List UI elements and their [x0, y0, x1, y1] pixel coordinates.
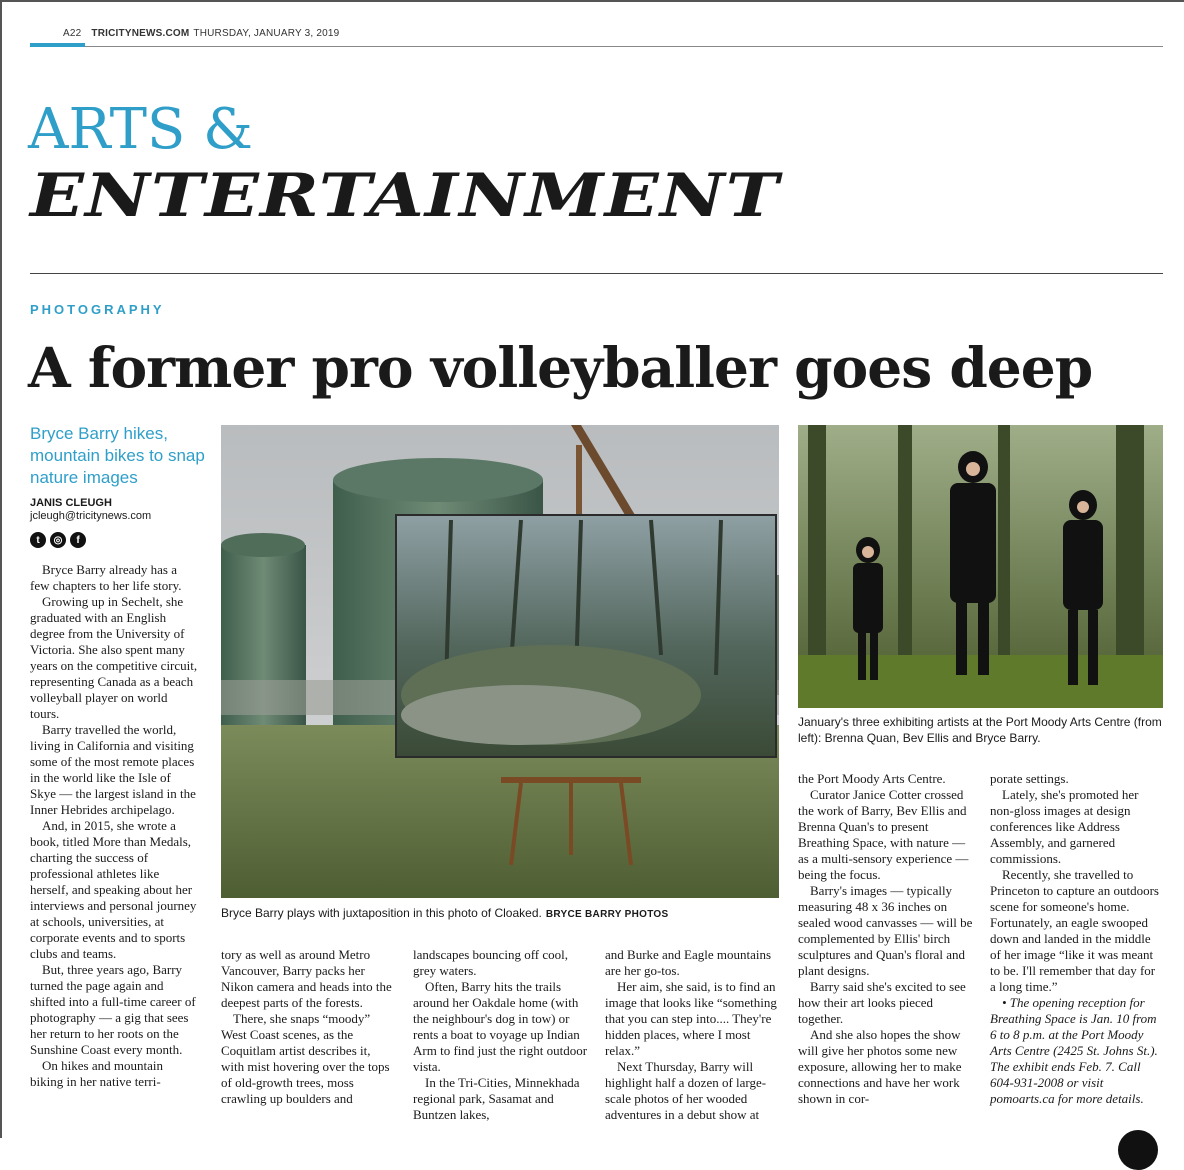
artists-photo-caption: January's three exhibiting artists at the Port Moody Arts Centre (from left): Brenna Quan, Bev Ellis and Bryce Barry. — [798, 715, 1162, 745]
deck: Bryce Barry hikes, mountain bikes to snap nature images — [30, 424, 205, 487]
issue-date: THURSDAY, JANUARY 3, 2019 — [193, 28, 340, 39]
main-photo-caption-text: Bryce Barry plays with juxtaposition in this photo of Cloaked. — [221, 906, 542, 920]
paragraph: Often, Barry hits the trails around her Oakdale home (with the neighbour's dog in tow) or rents a boat to voyage up Indian Arm to find just the right outdoor vista. — [413, 979, 588, 1074]
paragraph: and Burke and Eagle mountains are her go-tos. — [605, 947, 772, 978]
paragraph: Her aim, she said, is to find an image that looks like “something that you can step into.... They're hidden places, where I most relax.” — [605, 979, 777, 1058]
paragraph: Bryce Barry already has a few chapters to her life story. — [30, 562, 182, 593]
section-title-entertainment: ENTERTAINMENT — [30, 161, 780, 231]
paragraph: Growing up in Sechelt, she graduated with an English degree from the University of Victoria. She also spent many years on the competitive circuit, representing Canada as a beach volleyball player on world tours. — [30, 594, 198, 721]
column-2 — [221, 947, 396, 1107]
paragraph: porate settings. — [990, 771, 1069, 786]
site-name: TRICITYNEWS.COM — [91, 28, 190, 39]
paragraph: Lately, she's promoted her non-gloss images at design conferences like Address Assembly, and garnered commissions. — [990, 787, 1139, 866]
column-5 — [798, 771, 973, 1107]
event-info: • The opening reception for Breathing Space is Jan. 10 from 6 to 8 p.m. at the Port Moody Arts Centre (2425 St. Johns St.). The exhibit ends Feb. 7. Call 604-931-2008 or visit pomoarts.ca for more details. — [990, 995, 1158, 1106]
page-number: A22 — [63, 28, 82, 39]
kicker: PHOTOGRAPHY — [30, 302, 165, 317]
artists-photo — [798, 425, 1163, 708]
paragraph: Curator Janice Cotter crossed the work of Barry, Bev Ellis and Brenna Quan's to present Breathing Space, with nature — as a multi-sensory experience — being the focus. — [798, 787, 969, 882]
column-4 — [605, 947, 780, 1123]
paragraph: There, she snaps “moody” West Coast scenes, as the Coquitlam artist describes it, with mist hovering over the tops of old-growth trees, moss crawling up boulders and — [221, 1011, 390, 1106]
column-1 — [30, 562, 198, 1090]
paragraph: Barry said she's excited to see how their art looks pieced together. — [798, 979, 966, 1026]
column-6 — [990, 771, 1162, 1107]
paragraph: In the Tri-Cities, Minnekhada regional park, Sasamat and Buntzen lakes, — [413, 1075, 580, 1122]
section-rule — [30, 273, 1163, 274]
paragraph: But, three years ago, Barry turned the page again and shifted into a full-time career of photography — a gig that sees her return to her roots on the Sunshine Coast every month. — [30, 962, 196, 1057]
author-email[interactable]: jcleugh@tricitynews.com — [30, 510, 152, 522]
header-accent-bar — [30, 43, 85, 47]
paragraph: On hikes and mountain biking in her native terri- — [30, 1058, 163, 1089]
twitter-icon[interactable]: t — [30, 532, 46, 548]
main-photo-caption — [221, 906, 796, 922]
photo-credit: BRYCE BARRY PHOTOS — [545, 909, 669, 920]
byline — [30, 497, 151, 523]
paragraph: tory as well as around Metro Vancouver, Barry packs her Nikon camera and heads into the deepest parts of the forests. — [221, 947, 392, 1010]
paragraph: Barry's images — typically measuring 48 x 36 inches on sealed wood canvasses — will be complemented by Ellis' birch sculptures and Quan's floral and plant designs. — [798, 883, 973, 978]
main-photo — [221, 425, 779, 898]
main-photo-illustration — [221, 425, 779, 898]
column-3 — [413, 947, 588, 1123]
artists-photo-illustration — [798, 425, 1163, 708]
instagram-icon[interactable]: ◎ — [50, 532, 66, 548]
corner-circle-decoration — [1118, 1130, 1158, 1170]
social-icons — [30, 532, 86, 548]
author-name: JANIS CLEUGH — [30, 497, 112, 509]
paragraph: Recently, she travelled to Princeton to capture an outdoors scene for someone's home. Fortunately, an eagle swooped down and landed in the middle of her image “like it was meant to be. I'll remember that day for a long time.” — [990, 867, 1159, 994]
page-header — [63, 28, 339, 39]
paragraph: And she also hopes the show will give her photos some new exposure, allowing her to make connections and have her work shown in cor- — [798, 1027, 962, 1106]
paragraph: And, in 2015, she wrote a book, titled More than Medals, charting the success of professional athletes like herself, and speaking about her interviews and personal journey at schools, universities, at corporate events and to sports clubs and teams. — [30, 818, 197, 961]
paragraph: the Port Moody Arts Centre. — [798, 771, 946, 786]
paragraph: landscapes bouncing off cool, grey waters. — [413, 947, 568, 978]
header-rule — [85, 46, 1163, 47]
paragraph: Barry travelled the world, living in California and visiting some of the most remote places in the world like the Isle of Skye — the largest island in the Inner Hebrides archipelago. — [30, 722, 196, 817]
headline: A former pro volleyballer goes deep — [28, 335, 1093, 400]
facebook-icon[interactable]: f — [70, 532, 86, 548]
paragraph: Next Thursday, Barry will highlight half a dozen of large-scale photos of her wooded adventures in a debut show at — [605, 1059, 767, 1122]
section-title-arts: ARTS & — [28, 97, 253, 162]
